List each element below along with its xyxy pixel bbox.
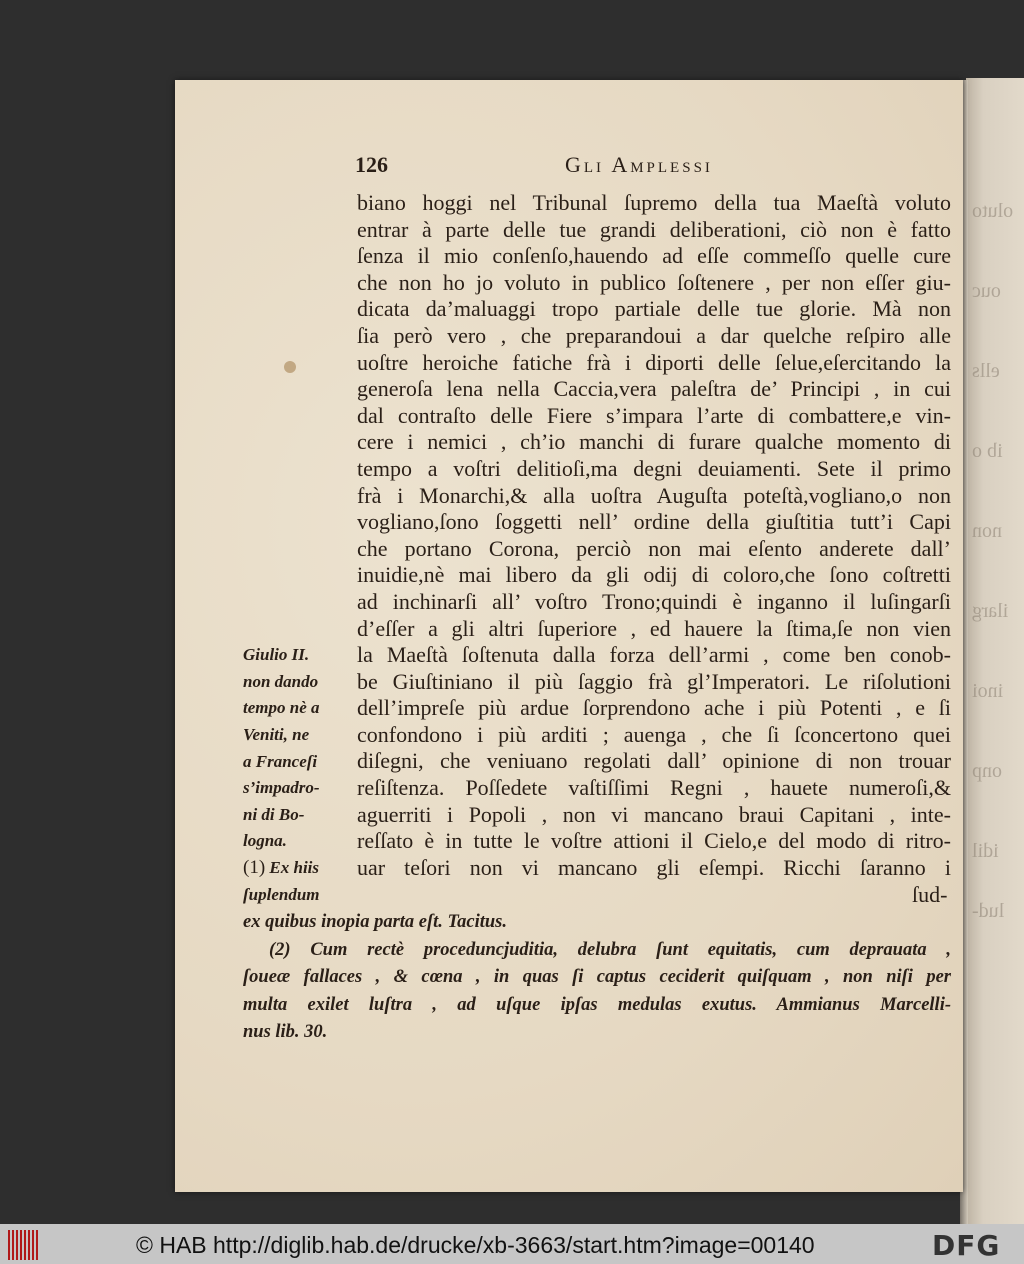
adjacent-page-edge [966,78,1024,1224]
margin-line: s’impadro- [243,778,320,798]
hab-logo-icon [8,1230,38,1260]
text-line: ſenza il mio conſenſo,hauendo ad eſſe commeſſo quelle cure [357,243,951,269]
ink-spot [284,361,296,373]
margin-line: non dando [243,671,319,691]
footnote-2-line: ſoueæ fallaces , & cœna , in quas ſi captus ceciderit quiſquam , non niſi per [243,967,951,987]
text-line: cere i nemici , ch’io manchi di furare qualche momento di [357,429,951,455]
text-line: frà i Monarchi,& alla uoſtra Auguſta poteſtà,vogliano,o non [357,482,951,508]
footer-bar [0,1224,1024,1264]
text-line: confondono i più arditi ; auenga , che ſi ſconcertono quei [357,721,951,747]
text-line: dell’impreſe più ardue ſorprendono ache i più Potenti , e ſi [357,695,951,721]
adjacent-page-bleed: lud- [972,900,1005,922]
text-line: vogliano,ſono ſoggetti nell’ ordine della giuſtitia tutt’i Capi [357,509,951,535]
text-line: che portano Corona, perciò non mai eſento anderete dall’ [357,535,951,561]
adjacent-page-bleed: ilarg [972,600,1009,622]
page-number: 126 [355,152,388,177]
text-line: dicata da’maluaggi tropo partiale delle tue glorie. Mà non [357,296,951,322]
text-line: diſegni, che veniuano regolati dall’ opinione di non trouar [357,748,951,774]
margin-line: logna. [243,831,287,851]
footnote-marker: (1) [243,856,266,878]
adjacent-page-bleed: oluto [972,200,1014,222]
marginal-note [243,642,353,908]
footnote-1-line: ex quibus inopia parta eſt. Tacitus. [243,912,508,932]
main-text [357,190,951,881]
margin-line: Giulio II. [243,645,310,665]
text-line: reſſato è in tutte le voſtre attioni il Cielo,e del modo di ritro- [357,828,951,854]
adjacent-page-bleed: ells [972,360,1000,382]
text-line: uar teſori non vi mancano gli eſempi. Ricchi ſaranno i [357,854,951,880]
margin-line: Veniti, ne [243,724,310,744]
text-line: generoſa lena nella Caccia,vera paleſtra de’ Principi , in cui [357,376,951,402]
adjacent-page-bleed: non [972,520,1002,542]
margin-line: tempo nè a [243,698,320,718]
text-line: d’eſſer a gli altri ſuperiore , ed hauere la ſtima,ſe non vien [357,615,951,641]
text-line: aguerriti i Popoli , non vi mancano braui Capitani , inte- [357,801,951,827]
copyright-url: © HAB http://diglib.hab.de/drucke/xb-3663/start.htm?image=00140 [136,1232,815,1258]
catchword: ſud- [912,882,948,907]
text-line: la Maeſtà ſoſtenuta dalla forza dell’armi , come ben conob- [357,642,951,668]
text-line: be Giuſtiniano il più ſaggio frà gl’Imperatori. Le riſolutioni [357,668,951,694]
adjacent-page-bleed: inoi [972,680,1004,702]
text-line: inuidie,nè mai libero da gli odij di coloro,che ſono coſtretti [357,562,951,588]
adjacent-page-bleed: idil [972,840,999,862]
footnote-1-text: Ex hiis [269,857,320,877]
running-title: Gli Amplessi [565,152,713,177]
running-head [355,152,955,180]
text-line: ad inchinarſi all’ voſtro Trono;quindi è inganno il luſingarſi [357,588,951,614]
adjacent-page-bleed: ib o [972,440,1003,462]
margin-line: ni di Bo- [243,804,305,824]
adjacent-page-bleed: onp [972,760,1002,782]
footnote-2-line: (2) Cum rectè proceduncjuditia, delubra ſunt equitatis, cum deprauata , [269,939,951,960]
text-line: che non ho jo voluto in publico ſoſtenere , per non eſſer giu- [357,269,951,295]
text-line: ſia però vero , che preparandoui a dar quelche reſpiro alle [357,322,951,348]
text-line: entrar à parte delle tue grandi deliberationi, ciò non è fatto [357,216,951,242]
footnote-2-line: multa exilet luſtra , ad uſque ipſas medulas exutus. Ammianus Marcelli- [243,994,951,1015]
text-line: uoſtre heroiche fatiche frà i diporti delle ſelue,eſercitando la [357,349,951,375]
text-line: biano hoggi nel Tribunal ſupremo della tua Maeſtà voluto [357,190,951,215]
footnotes [243,909,951,1047]
text-line: reſiſtenza. Poſſedete vaſtiſſimi Regni , hauete numeroſi,& [357,775,951,801]
dfg-logo: DFG [932,1229,1001,1262]
footnote-2-line: nus lib. 30. [243,1022,328,1042]
footnote-1-line [243,855,353,882]
margin-line: a Franceſi [243,751,318,771]
text-line: dal contraſto delle Fiere s’impara l’arte di combattere,e vin- [357,402,951,428]
footnote-1-line: ſuplendum [243,884,320,904]
text-line: tempo a voſtri delitioſi,ma degni deuiamenti. Sete il primo [357,455,951,481]
adjacent-page-bleed: ouc [972,280,1001,302]
